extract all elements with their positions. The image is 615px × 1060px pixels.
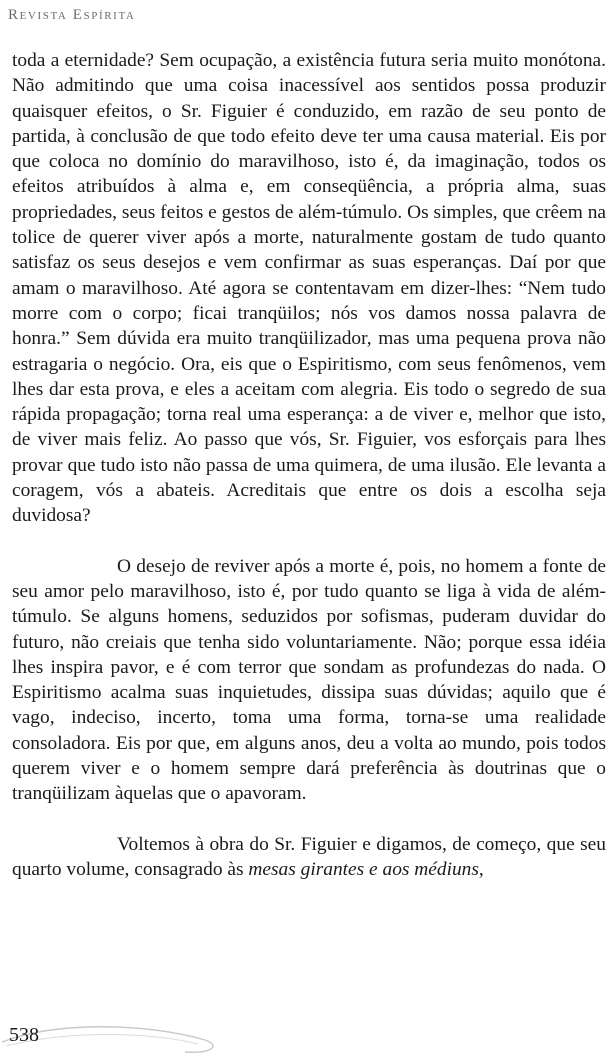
footer-swash-ornament (0, 1018, 615, 1058)
paragraph-2: O desejo de reviver após a morte é, pois, no homem a fonte de seu amor pelo maravilhoso, isto é, por tudo quanto se liga à vida de além-túmulo. Se alguns homens, seduzidos por sofismas, puderam duvidar do futuro, não creiais que tenha sido voluntariamente. Não; porque essa idéia lhes inspira pavor, e é com terror que sondam as profundezas do nada. O Espiritismo acalma suas inquietudes, dissipa suas dúvidas; aquilo que é vago, indeciso, incerto, toma uma forma, torna-se uma realidade consoladora. Eis por que, em alguns anos, deu a volta ao mundo, pois todos querem viver e o homem sempre dará preferência às doutrinas que o tranqüilizam àquelas que o apavoram. (12, 555, 606, 805)
page-text (12, 48, 606, 882)
running-head-title: Revista Espírita (8, 7, 136, 23)
paragraph-1: toda a eternidade? Sem ocupação, a existência futura seria muito monótona. Não admitindo que uma coisa inacessível aos sentidos possa produzir quaisquer efeitos, o Sr. Figuier é conduzido, em razão de seu ponto de partida, à conclusão de que todo efeito deve ter uma causa material. Eis por que coloca no domínio do maravilhoso, isto é, da imaginação, todos os efeitos atribuídos à alma e, em conseqüência, a própria alma, suas propriedades, seus feitos e gestos de além-túmulo. Os simples, que crêem na tolice de querer viver após a morte, naturalmente gostam de tudo quanto satisfaz os seus desejos e vem confirmar as suas esperanças. Daí por que amam o maravilhoso. Até agora se contentavam em dizer-lhes: “Nem tudo morre com o corpo; ficai tranqüilos; nós vos damos nossa palavra de honra.” Sem dúvida era muito tranqüilizador, mas uma pequena prova não estragaria o negócio. Ora, eis que o Espiritismo, com seus fenômenos, vem lhes dar esta prova, e eles a aceitam com alegria. Eis todo o segredo de sua rápida propagação; torna real uma esperança: a de viver e, melhor que isto, de viver mais feliz. Ao passo que vós, Sr. Figuier, vos esforçais para lhes provar que tudo isto não passa de uma quimera, de uma ilusão. Ele levanta a coragem, vós a abateis. Acreditais que entre os dois a escolha seja duvidosa? (12, 50, 606, 527)
paragraph-3 (12, 832, 606, 883)
paragraph-3-end: , (478, 858, 484, 880)
paragraph-3-italic: mesas girantes e aos médiuns (248, 858, 479, 880)
page-number: 538 (9, 1024, 39, 1046)
paragraph-3-text: Voltemos à obra do Sr. Figuier e digamos, de começo, que seu quarto volume, consagrado às (12, 833, 606, 880)
page-footer (0, 1018, 615, 1058)
running-head (8, 7, 135, 24)
